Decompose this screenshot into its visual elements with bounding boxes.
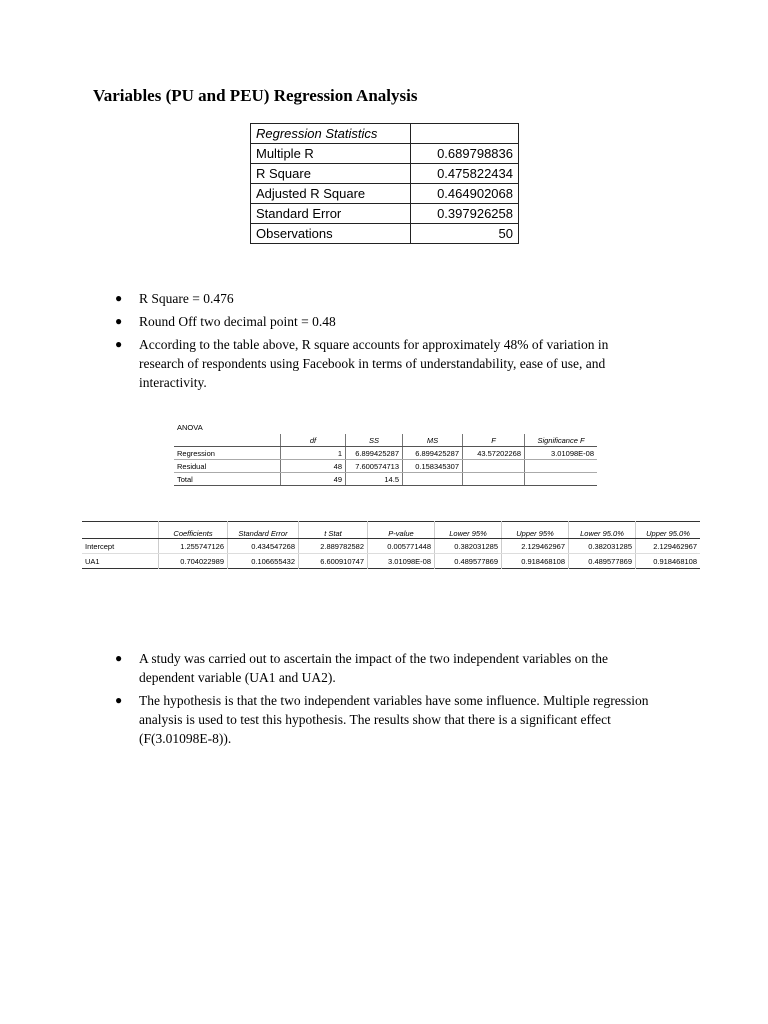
list-item: ● Round Off two decimal point = 0.48 bbox=[115, 314, 336, 329]
stat-label: Observations bbox=[251, 224, 411, 244]
bullet-icon: ● bbox=[115, 651, 123, 665]
bullet-icon: ● bbox=[115, 314, 123, 328]
table-row: Coefficients Standard Error t Stat P-value Lower 95% Upper 95% Lower 95.0% Upper 95.0% bbox=[82, 522, 700, 539]
bullet-icon: ● bbox=[115, 693, 123, 707]
page-title: Variables (PU and PEU) Regression Analysis bbox=[93, 86, 418, 105]
list-item: ● The hypothesis is that the two independent variables have some influence. Multiple regression analysis is used to test this hypothesis. The results show that there is a significant effect (F(3.01098E-8)). bbox=[115, 693, 649, 746]
regression-statistics-table bbox=[250, 123, 519, 244]
list-item: ● A study was carried out to ascertain the impact of the two independent variables on the dependent variable (UA1 and UA2). bbox=[115, 651, 608, 685]
bullet-icon: ● bbox=[115, 291, 123, 305]
table-row bbox=[251, 124, 519, 144]
bullet-list-summary bbox=[113, 289, 653, 396]
stat-value: 0.397926258 bbox=[411, 204, 519, 224]
bullet-icon: ● bbox=[115, 337, 123, 351]
table-row: df SS MS F Significance F bbox=[174, 434, 597, 447]
table-row bbox=[251, 184, 519, 204]
stat-value: 0.689798836 bbox=[411, 144, 519, 164]
anova-table bbox=[174, 421, 597, 486]
stat-value: 50 bbox=[411, 224, 519, 244]
stat-label: Multiple R bbox=[251, 144, 411, 164]
table-row: Total 49 14.5 bbox=[174, 473, 597, 486]
table-row bbox=[251, 164, 519, 184]
list-item: ● According to the table above, R square accounts for approximately 48% of variation in research of respondents using Facebook in terms of understandability, ease of use, and interactivity. bbox=[115, 337, 609, 390]
stat-label: Standard Error bbox=[251, 204, 411, 224]
stat-value: 0.464902068 bbox=[411, 184, 519, 204]
bullet-list-conclusion bbox=[113, 649, 653, 752]
stat-value: 0.475822434 bbox=[411, 164, 519, 184]
table-row bbox=[251, 144, 519, 164]
list-item: ● R Square = 0.476 bbox=[115, 291, 234, 306]
anova-title: ANOVA bbox=[177, 423, 203, 432]
table-row: UA1 0.704022989 0.106655432 6.600910747 3.01098E-08 0.489577869 0.918468108 0.489577869 0.918468108 bbox=[82, 554, 700, 569]
stat-label: Adjusted R Square bbox=[251, 184, 411, 204]
table-row: Intercept 1.255747126 0.434547268 2.889782582 0.005771448 0.382031285 2.129462967 0.382031285 2.129462967 bbox=[82, 539, 700, 554]
table-row bbox=[251, 224, 519, 244]
table-row: Regression 1 6.899425287 6.899425287 43.57202268 3.01098E-08 bbox=[174, 447, 597, 460]
table-row bbox=[251, 204, 519, 224]
table-row bbox=[174, 421, 597, 434]
stat-label: R Square bbox=[251, 164, 411, 184]
table-row: Residual 48 7.600574713 0.158345307 bbox=[174, 460, 597, 473]
table-header: Regression Statistics bbox=[251, 124, 411, 144]
coefficients-table bbox=[82, 521, 700, 569]
